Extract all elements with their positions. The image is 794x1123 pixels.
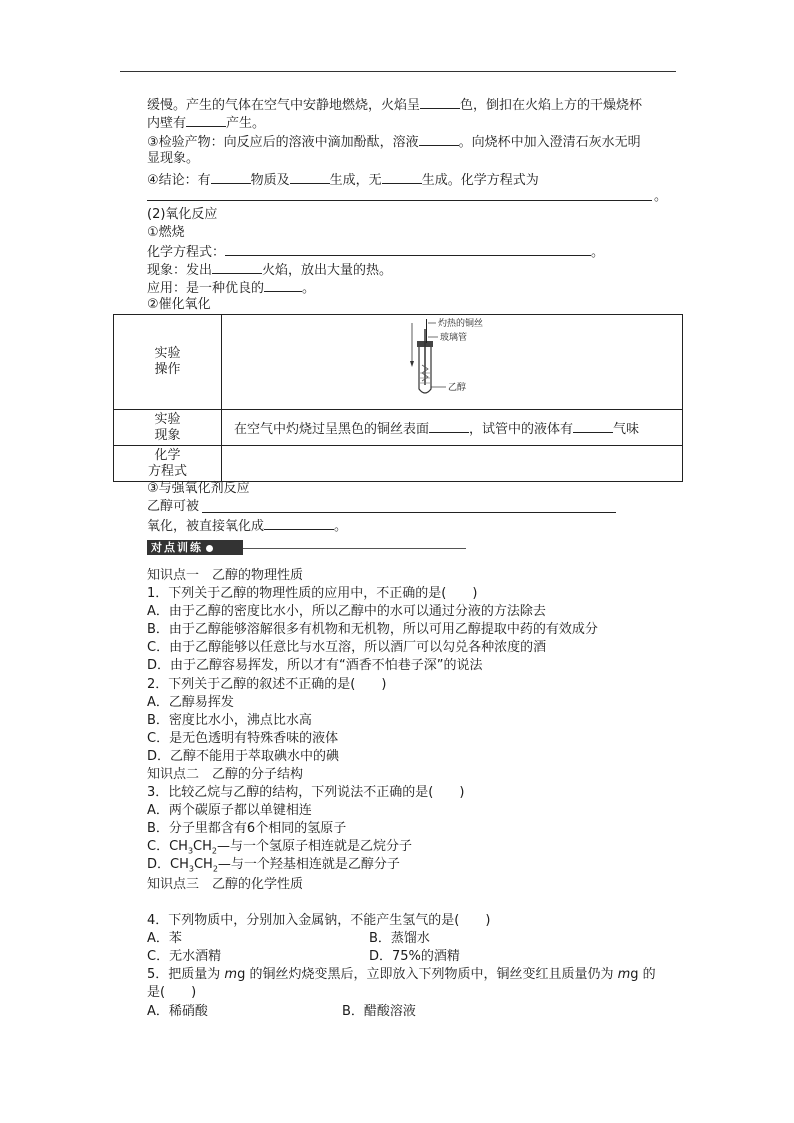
question-stem: 3．比较乙烷与乙醇的结构，下列说法不正确的是( ) [147,785,465,800]
answer-blank [382,170,422,184]
test-tube-apparatus-figure [222,315,684,405]
bullet-icon [206,545,213,552]
table-label-phenomenon: 实验 现象 [114,410,222,446]
option: B．蒸馏水 [369,931,430,946]
answer-blank [419,132,459,146]
question-stem: 1．下列关于乙醇的物理性质的应用中，不正确的是( ) [147,586,478,601]
phenomenon-cell: 在空气中灼烧过呈黑色的铜丝表面 ，试管中的液体有 气味 [222,410,683,446]
text-line: 乙醇可被 [147,499,200,514]
option: C．是无色透明有特殊香味的液体 [147,731,339,746]
option: A．两个碳原子都以单键相连 [147,803,312,818]
section-rule [243,548,466,549]
subheading: (2)氧化反应 [147,207,218,222]
option: B．分子里都含有6个相同的氢原子 [147,821,347,836]
option: A．苯 [147,931,182,946]
answer-blank [420,95,460,109]
option: D．$CH_3CH_2—$与一个羟基相连就是乙醇分子 [147,857,400,874]
text-line: ④结论：有 物质及 生成，无 生成。化学方程式为 [147,170,539,190]
knowledge-point-heading: 知识点三 乙醇的化学性质 [147,877,304,892]
equation-cell [222,446,683,482]
text-line: 应用：是一种优良的 。 [147,278,315,298]
option: D．75%的酒精 [369,949,460,964]
experiment-table [113,314,683,482]
figure-label-ethanol: 乙醇 [448,383,467,393]
option: B．密度比水小，沸点比水高 [147,713,312,728]
period: 。 [654,189,668,204]
equation-blank [225,242,591,256]
text-line: 缓慢。产生的气体在空气中安静地燃烧，火焰呈 色，倒扣在火焰上方的干燥烧杯 [147,95,642,115]
option: A．稀硝酸 [147,1004,208,1019]
answer-blank [186,113,226,127]
option: C．由于乙醇能够以任意比与水互溶，所以酒厂可以勾兑各种浓度的酒 [147,640,547,655]
text-line: 内壁有 产生。 [147,113,265,133]
answer-blank [264,278,302,292]
option: C．$CH_3CH_2—$与一个氢原子相连就是乙烷分子 [147,839,412,856]
table-label-equation: 化学 方程式 [114,446,222,482]
header-rule [120,71,676,72]
section-header-practice: 对点训练 [147,540,243,555]
option: B．醋酸溶液 [342,1004,416,1019]
answer-blank [211,170,251,184]
answer-blank [290,170,330,184]
answer-blank [264,516,334,530]
table-label-operation: 实验 操作 [114,315,222,410]
figure-label-copper-wire: 灼热的铜丝 [438,319,484,329]
subheading: ①燃烧 [147,225,185,240]
option: A．由于乙醇的密度比水小，所以乙醇中的水可以通过分液的方法除去 [147,604,546,619]
text-line: 化学方程式： 。 [147,242,604,262]
answer-blank [202,512,616,513]
option: C．无水酒精 [147,949,222,964]
subheading: ③与强氧化剂反应 [147,481,250,496]
apparatus-figure-cell [222,315,683,410]
question-stem: 2．下列关于乙醇的叙述不正确的是( ) [147,677,387,692]
text-line: ③检验产物：向反应后的溶液中滴加酚酞，溶液 。向烧杯中加入澄清石灰水无明 [147,132,641,152]
text-line: 现象：发出 火焰，放出大量的热。 [147,260,392,280]
option: D．由于乙醇容易挥发，所以才有“酒香不怕巷子深”的说法 [147,658,483,673]
text-line: 显现象。 [147,151,200,166]
subheading: ②催化氧化 [147,297,211,312]
knowledge-point-heading: 知识点一 乙醇的物理性质 [147,568,304,583]
option: A．乙醇易挥发 [147,695,234,710]
figure-label-glass-tube: 玻璃管 [440,333,468,343]
question-stem: 5．把质量为 mg 的铜丝灼烧变黑后，立即放入下列物质中，铜丝变红且质量仍为 mg 的 [147,967,656,982]
question-stem: 4．下列物质中，分别加入金属钠，不能产生氢气的是( ) [147,913,491,928]
question-stem: 是( ) [147,985,197,1000]
equation-blank [147,200,652,201]
option: B．由于乙醇能够溶解很多有机物和无机物，所以可用乙醇提取中药的有效成分 [147,622,598,637]
knowledge-point-heading: 知识点二 乙醇的分子结构 [147,767,304,782]
option: D．乙醇不能用于萃取碘水中的碘 [147,749,340,764]
answer-blank [429,419,469,433]
answer-blank [212,260,262,274]
text-line: 氧化，被直接氧化成 。 [147,516,347,536]
answer-blank [573,419,613,433]
